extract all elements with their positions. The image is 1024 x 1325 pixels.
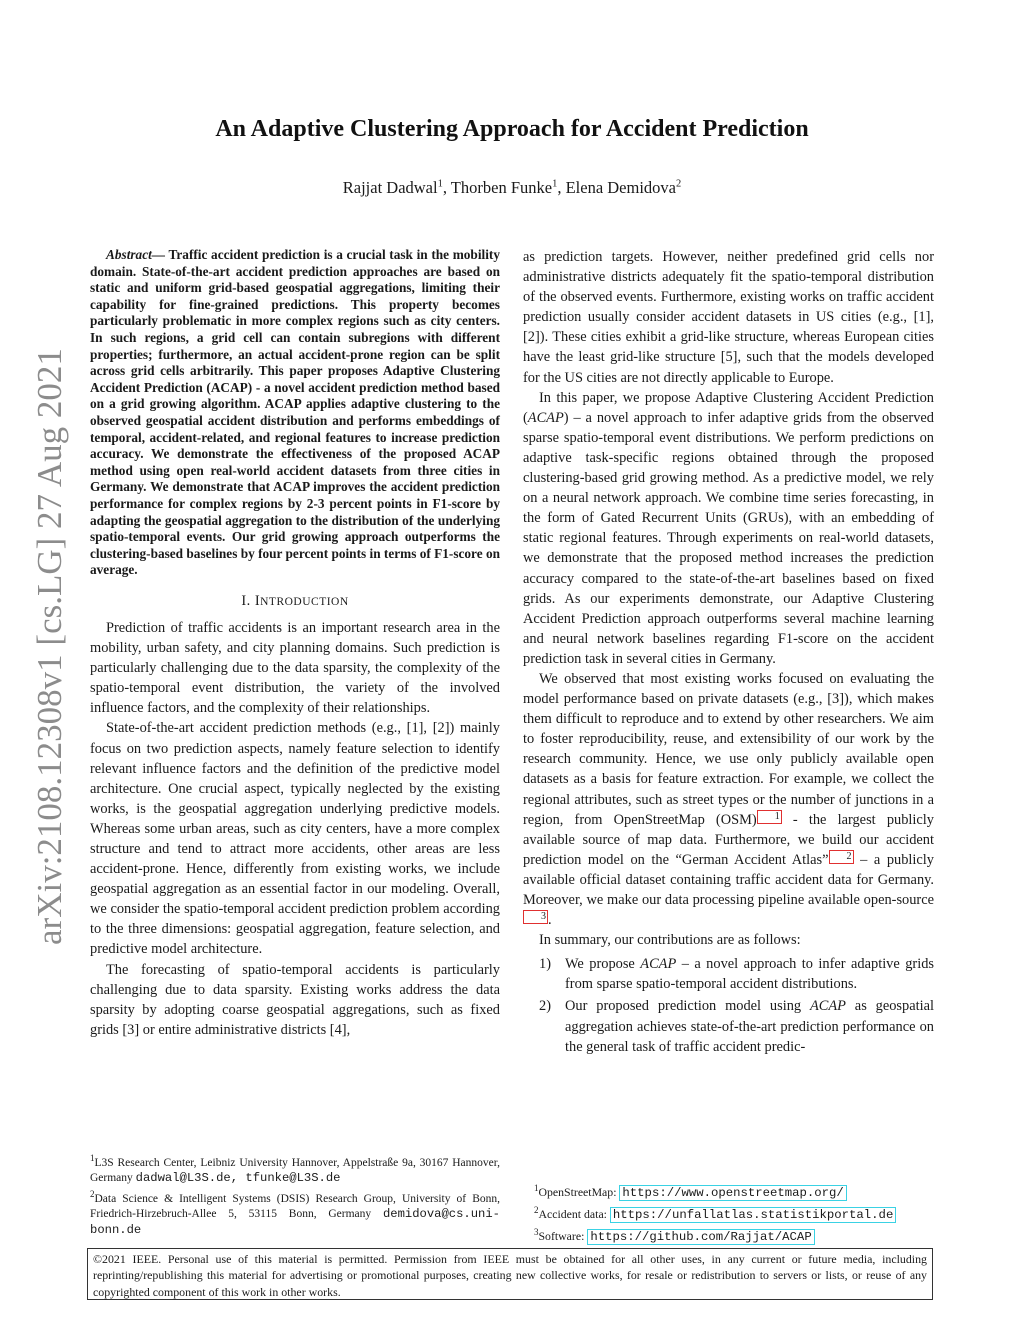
footnote-link[interactable]: 1 [757, 810, 782, 824]
affiliation-mark: 1 [552, 178, 558, 190]
paragraph: In summary, our contributions are as follows: [539, 932, 801, 949]
footnote-url-link[interactable]: https://github.com/Rajjat/ACAP [587, 1229, 814, 1245]
footnote: $^2$Data Science & Intelligent Systems (DSIS) Research Group, University of Bonn, Friedrich-Hirzebruch-Allee 5, 53115 Bonn, Germany demidova@cs.uni-bonn.de [90, 1188, 500, 1237]
author-list: Rajjat Dadwal$^1$, Thorben Funke$^1$, Elena Demidova$^2$ [342, 178, 682, 197]
email-address: demidova@cs.uni-bonn.de [90, 1207, 500, 1237]
footnote: $^3$Software: https://github.com/Rajjat/ACAP [534, 1224, 954, 1246]
paragraph: State-of-the-art accident prediction methods (e.g., [1], [2]) mainly focus on two prediction aspects, namely feature selection to identify relevant influence factors and the definition of the predictive model architecture. One crucial aspect, typically neglected by the existing works, is the geospatial aggregation underlying predictive models. Whereas some urban areas, such as city centers, have a more complex structure and tend to attract more accidents, other areas are less accident-prone. Hence, differently from existing works, we include geospatial aggregation as an essential factor in our modeling. Overall, we consider the spatio-temporal accident prediction problem according to the three dimensions: geospatial aggregation, feature selection, and predictive model architecture. [90, 720, 500, 958]
paragraph: We observed that most existing works focused on evaluating the model performance based on private datasets (e.g., [3]), which makes them difficult to reproduce and to extend by other researchers. We aim to foster reproducibility, reuse, and extensibility of our work by the research community. Hence, we use only publicly available open datasets as a basis for feature extraction. For example, we collect the regional attributes, such as street types or the number of junctions in a region, from OpenStreetMap (OSM) $^1$ - the largest publicly available source of map data. Furthermore, we build our accident prediction model on the “German Accident Atlas” $^2$ – a publicly available official dataset containing traffic accident data for Germany. Moreover, we make our data processing pipeline available open-source$^3$ . [523, 670, 934, 929]
list-item: 1) We propose ACAP – a novel approach to infer adaptive grids from sparse spatio-temporal accident distributions. [539, 956, 934, 993]
section-heading-introduction: I. INTRODUCTION [241, 592, 349, 609]
footnote: $^1$OpenStreetMap: https://www.openstreetmap.org/ [534, 1180, 954, 1202]
contribution-list [523, 954, 934, 1056]
author-name: Thorben Funke [450, 178, 553, 197]
footnote: $^2$Accident data: https://unfallatlas.statistikportal.de [534, 1202, 954, 1224]
affiliation-mark: 2 [676, 178, 682, 190]
paragraph: as prediction targets. However, neither predefined grid cells nor administrative districts adequately fit the spatio-temporal distribution of the observed events. Furthermore, existing works on traffic accident prediction usually consider accident datasets in US cities (e.g., [1], [2]). These cities exhibit a grid-like structure, whereas European cities have the least grid-like structure [5], such that the models developed for the US cities are not directly applicable to Europe. [523, 249, 934, 386]
footnote-url-link[interactable]: https://unfallatlas.statistikportal.de [610, 1207, 896, 1223]
abstract-label: Abstract— [106, 247, 166, 262]
left-column [90, 247, 500, 1040]
affiliation-footnotes [90, 1151, 500, 1238]
right-column [523, 247, 934, 1059]
footnote-url-link[interactable]: https://www.openstreetmap.org/ [619, 1185, 846, 1201]
arxiv-identifier-stamp: arXiv:2108.12308v1 [cs.LG] 27 Aug 2021 [30, 348, 69, 945]
footnote-link[interactable]: 3 [523, 910, 548, 924]
footnote: $^1$L3S Research Center, Leibniz University Hannover, Appelstraße 9a, 30167 Hannover, Germany dadwal@L3S.de, tfunke@L3S.de [90, 1153, 500, 1186]
email-address: dadwal@L3S.de, tfunke@L3S.de [135, 1171, 341, 1186]
footnote-link[interactable]: 2 [829, 850, 854, 864]
acap-term: ACAP [527, 409, 564, 426]
list-item: 2) Our proposed prediction model using ACAP as geospatial aggregation achieves state-of-the-art prediction performance on the general task of traffic accident predic- [539, 998, 934, 1055]
paragraph: In this paper, we propose Adaptive Clustering Accident Prediction (ACAP) – a novel approach to infer adaptive grids from the observed sparse spatio-temporal event distributions. We perform predictions on adaptive task-specific regions obtained through the proposed clustering-based grid growing method. As a predictive model, we rely on a neural network approach. We combine time series forecasting, in the form of Gated Recurrent Units (GRUs), with an embedding of static regional features. Through experiments on real-world datasets, we demonstrate that the proposed method increases the prediction accuracy compared to the state-of-the-art baselines based on fixed grids. As our experiments demonstrate, our Adaptive Clustering Accident Prediction approach outperforms several machine learning and neural network baselines regarding F1-score on the accident prediction task in several cities in Germany. [523, 389, 934, 667]
author-name: Elena Demidova [565, 178, 676, 197]
affiliation-mark: 1 [437, 178, 443, 190]
copyright-notice: ©2021 IEEE. Personal use of this material is permitted. Permission from IEEE must be obtained for all other uses, in any current or future media, including reprinting/republishing this material for advertising or promotional purposes, creating new collective works, for resale or redistribution to servers or lists, or reuse of any copyrighted component of this work in other works. [87, 1248, 933, 1300]
url-footnotes [534, 1180, 954, 1246]
author-name: Rajjat Dadwal [342, 178, 438, 197]
abstract [90, 247, 500, 579]
paragraph: The forecasting of spatio-temporal accidents is particularly challenging due to data sparsity. Existing works address the data sparsity by adopting coarse geospatial aggregations, such as fixed grids [3] or entire administrative districts [4], [90, 961, 500, 1038]
paper-title: An Adaptive Clustering Approach for Accident Prediction [215, 116, 809, 142]
paragraph: Prediction of traffic accidents is an important research area in the mobility, urban safety, and city planning domains. Such prediction is particularly challenging due to the data sparsity, the complexity of the spatio-temporal event distribution, the variety of the involved influence factors, and the complexity of their relationships. [90, 619, 500, 717]
abstract-text: Traffic accident prediction is a crucial task in the mobility domain. State-of-the-art accident prediction approaches are based on static and uniform grid-based geospatial aggregations, limiting their capability for fine-grained predictions. This property becomes particularly problematic in more complex regions such as city centers. In such regions, a grid cell can contain subregions with different properties; furthermore, an actual accident-prone region can be split across grid cells arbitrarily. This paper proposes Adaptive Clustering Accident Prediction (ACAP) - a novel accident prediction method based on a grid growing algorithm. ACAP applies adaptive clustering to the observed geospatial accident distribution and performs embeddings of temporal, accident-related, and regional features to increase prediction accuracy. We demonstrate the effectiveness of the proposed ACAP method using open real-world accident datasets from three cities in Germany. We demonstrate that ACAP improves the accident prediction performance for complex regions by 2-3 percent points in F1-score by adapting the geospatial aggregation to the distribution of the underlying spatio-temporal events. Our grid growing approach outperforms the clustering-based baselines by four percent points in terms of F1-score on average. [90, 247, 500, 578]
